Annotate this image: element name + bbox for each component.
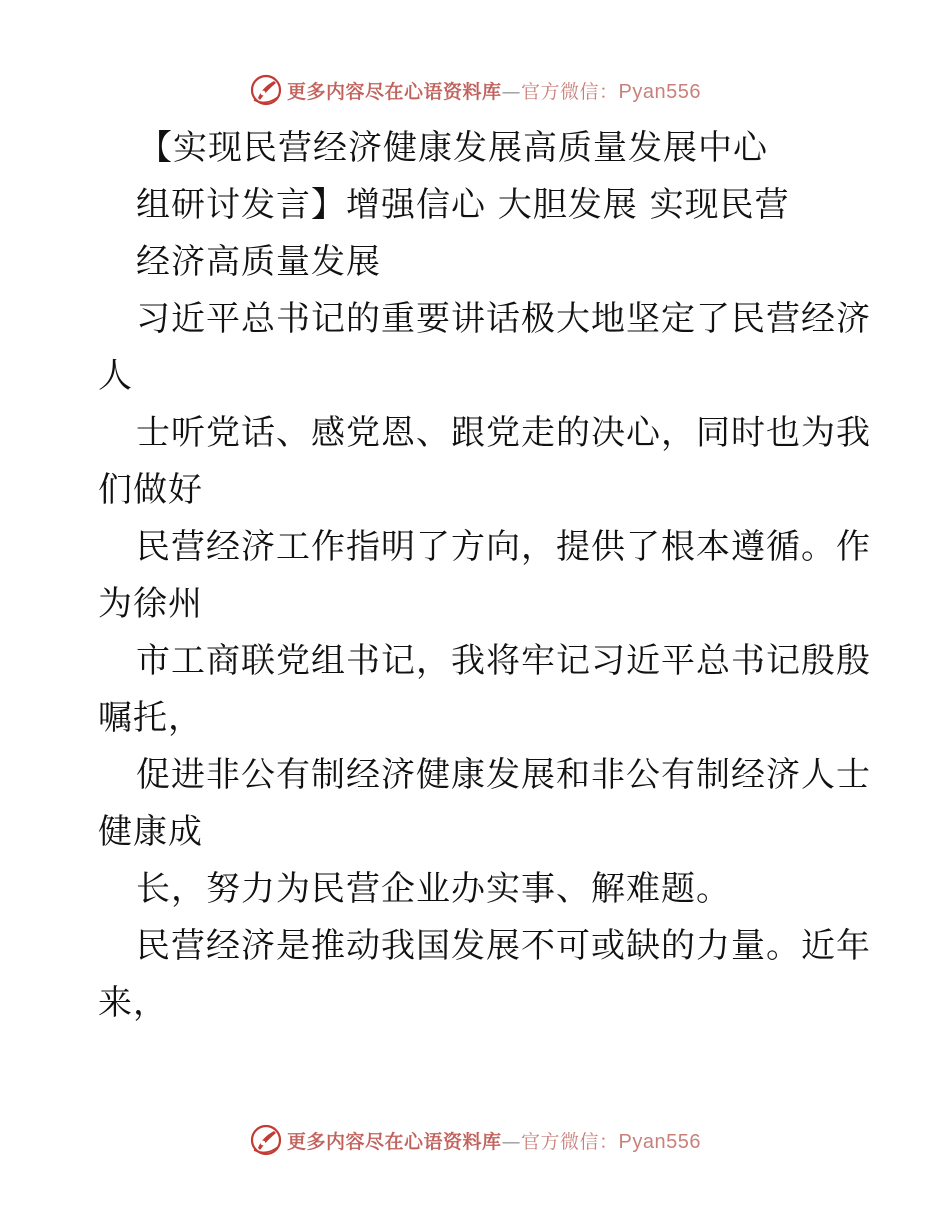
body-line: 民营经济工作指明了方向，提供了根本遵循。作 xyxy=(136,527,871,567)
header-watermark xyxy=(0,70,950,110)
body-line: 民营经济是推动我国发展不可或缺的力量。近年 xyxy=(136,926,871,966)
watermark-separator: — xyxy=(501,80,522,103)
body-line: 士听党话、感党恩、跟党走的决心，同时也为我 xyxy=(136,413,871,453)
body-line: 来， xyxy=(98,983,168,1023)
document-title-line-1: 【实现民营经济健康发展高质量发展中心 xyxy=(138,128,768,168)
watermark-sub-text: 官方微信： xyxy=(521,80,619,103)
body-line: 长，努力为民营企业办实事、解难题。 xyxy=(136,869,731,909)
watermark-wechat-id: Pyan556 xyxy=(618,1130,701,1153)
body-line: 人 xyxy=(98,356,133,396)
body-line: 习近平总书记的重要讲话极大地坚定了民营经济 xyxy=(136,299,871,339)
watermark-main-text: 更多内容尽在心语资料库 xyxy=(287,1130,502,1153)
body-line: 嘱托， xyxy=(98,698,203,738)
body-line: 市工商联党组书记，我将牢记习近平总书记殷殷 xyxy=(136,641,871,681)
watermark-main-text: 更多内容尽在心语资料库 xyxy=(287,80,502,103)
body-line: 健康成 xyxy=(98,812,203,852)
document-title-line-2: 组研讨发言】增强信心 大胆发展 实现民营 xyxy=(136,185,790,225)
pen-logo-icon xyxy=(249,73,283,107)
watermark-wechat-id: Pyan556 xyxy=(618,80,701,103)
pen-logo-icon xyxy=(249,1123,283,1157)
document-content xyxy=(98,120,871,1032)
watermark-sub-text: 官方微信： xyxy=(521,1130,619,1153)
body-line: 们做好 xyxy=(98,470,203,510)
footer-watermark xyxy=(0,1120,950,1160)
body-line: 促进非公有制经济健康发展和非公有制经济人士 xyxy=(136,755,871,795)
body-line: 为徐州 xyxy=(98,584,203,624)
watermark-separator: — xyxy=(501,1130,522,1153)
document-title-line-3: 经济高质量发展 xyxy=(136,242,381,282)
